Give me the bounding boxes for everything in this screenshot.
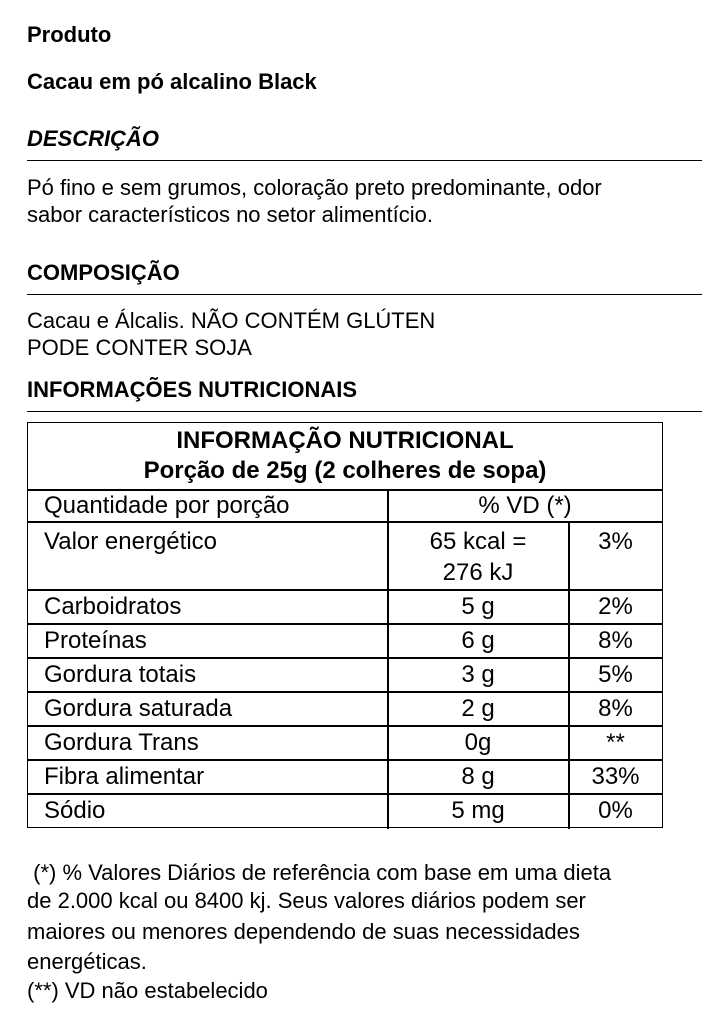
- table-row-divider: [28, 657, 662, 659]
- energy-amount-line-2: 276 kJ: [442, 559, 514, 586]
- column-header-vd: % VD (*): [478, 492, 572, 519]
- table-row-divider: [28, 589, 662, 591]
- nutrient-name: Carboidratos: [44, 593, 182, 620]
- composition-divider: [27, 294, 702, 295]
- description-heading: DESCRIÇÃO: [27, 126, 160, 151]
- composition-line-1: Cacau e Álcalis. NÃO CONTÉM GLÚTEN: [27, 308, 436, 333]
- nutrition-table: [27, 422, 663, 828]
- footnote-line-4: energéticas.: [27, 949, 147, 974]
- nutrient-vd: 33%: [591, 763, 640, 790]
- energy-label: Valor energético: [44, 528, 217, 555]
- nutrient-vd: 8%: [598, 695, 633, 722]
- composition-line-2: PODE CONTER SOJA: [27, 335, 252, 360]
- table-row-divider: [28, 521, 662, 523]
- nutrient-name: Gordura saturada: [44, 695, 233, 722]
- nutrient-vd: **: [606, 729, 625, 756]
- composition-heading: COMPOSIÇÃO: [27, 260, 180, 285]
- energy-vd: 3%: [598, 528, 633, 555]
- nutrient-name: Gordura Trans: [44, 729, 199, 756]
- nutrient-vd: 0%: [598, 797, 633, 824]
- nutrient-vd: 8%: [598, 627, 633, 654]
- footnote-line-5: (**) VD não estabelecido: [27, 978, 268, 1003]
- nutrient-name: Fibra alimentar: [44, 763, 205, 790]
- table-title: INFORMAÇÃO NUTRICIONAL: [176, 427, 514, 454]
- nutrient-vd: 2%: [598, 593, 633, 620]
- nutrient-amount: 5 mg: [451, 797, 505, 824]
- table-row-divider: [28, 793, 662, 795]
- energy-amount-line-1: 65 kcal =: [429, 528, 527, 555]
- product-heading: Produto: [27, 22, 112, 47]
- table-serving: Porção de 25g (2 colheres de sopa): [143, 457, 547, 484]
- nutrient-name: Gordura totais: [44, 661, 197, 688]
- nutrient-amount: 5 g: [461, 593, 495, 620]
- description-line-1: Pó fino e sem grumos, coloração preto predominante, odor: [27, 175, 602, 200]
- table-row-divider: [28, 691, 662, 693]
- nutrient-amount: 2 g: [461, 695, 495, 722]
- nutrient-amount: 0g: [464, 729, 492, 756]
- table-row-divider: [28, 725, 662, 727]
- nutrient-amount: 3 g: [461, 661, 495, 688]
- footnote-line-1: (*) % Valores Diários de referência com base em uma dieta: [27, 860, 612, 885]
- description-divider: [27, 160, 702, 161]
- nutrient-name: Proteínas: [44, 627, 147, 654]
- nutrient-amount: 8 g: [461, 763, 495, 790]
- nutrient-vd: 5%: [598, 661, 633, 688]
- nutrient-amount: 6 g: [461, 627, 495, 654]
- nutrient-name: Sódio: [44, 797, 106, 824]
- nutrition-heading: INFORMAÇÕES NUTRICIONAIS: [27, 377, 357, 402]
- description-line-2: sabor característicos no setor alimentício.: [27, 202, 433, 227]
- table-row-divider: [28, 623, 662, 625]
- product-name: Cacau em pó alcalino Black: [27, 69, 317, 94]
- footnote-line-2: de 2.000 kcal ou 8400 kj. Seus valores diários podem ser: [27, 888, 586, 913]
- table-row-divider: [28, 759, 662, 761]
- column-header-quantity: Quantidade por porção: [44, 492, 290, 519]
- footnote-line-3: maiores ou menores dependendo de suas necessidades: [27, 919, 580, 944]
- nutrition-divider: [27, 411, 702, 412]
